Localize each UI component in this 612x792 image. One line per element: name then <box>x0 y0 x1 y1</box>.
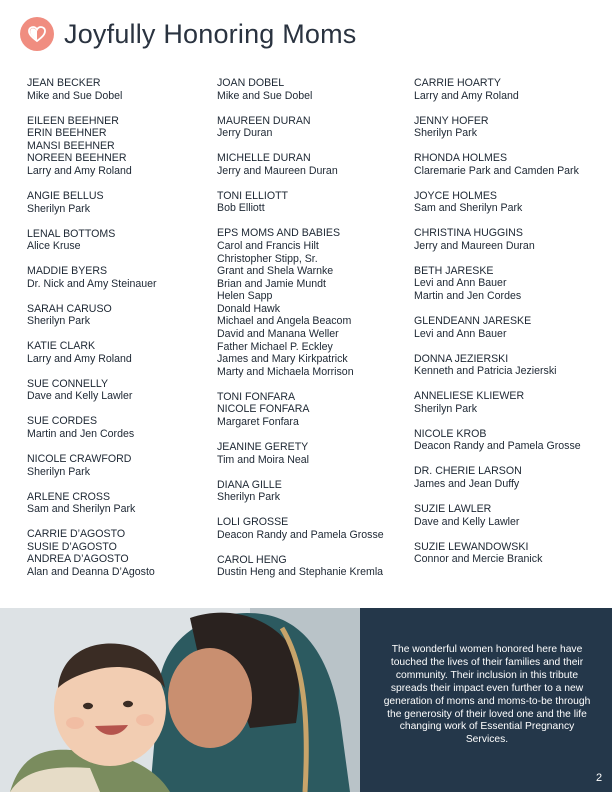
giver-name: Jerry and Maureen Duran <box>217 164 338 177</box>
honor-entry <box>414 265 604 303</box>
giver-name: Donald Hawk <box>217 302 281 315</box>
honoree-name: SUSIE D’AGOSTO <box>27 540 117 553</box>
giver-name: Mike and Sue Dobel <box>217 89 313 102</box>
honor-entry <box>27 453 207 478</box>
honoree-name: LENAL BOTTOMS <box>27 227 116 240</box>
honor-entry <box>217 190 407 215</box>
giver-name: James and Mary Kirkpatrick <box>217 353 348 366</box>
honoree-name: CARRIE D’AGOSTO <box>27 528 126 541</box>
honoree-name: MICHELLE DURAN <box>217 152 311 165</box>
giver-name: Tim and Moira Neal <box>217 453 310 466</box>
honoree-name: DR. CHERIE LARSON <box>414 465 522 478</box>
giver-name: Margaret Fonfara <box>217 416 299 429</box>
giver-name: Sam and Sherilyn Park <box>27 503 136 516</box>
honoree-name: ERIN BEEHNER <box>27 127 107 140</box>
giver-name: Alan and Deanna D’Agosto <box>27 565 155 578</box>
honor-entry <box>27 77 207 102</box>
honoree-name: ARLENE CROSS <box>27 490 111 503</box>
giver-name: Mike and Sue Dobel <box>27 89 123 102</box>
giver-name: Sherilyn Park <box>27 465 90 478</box>
honor-entry <box>27 528 207 578</box>
honoree-name: JOYCE HOLMES <box>414 189 498 202</box>
giver-name: David and Manana Weller <box>217 328 339 341</box>
honor-entry <box>414 541 604 566</box>
giver-name: Carol and Francis Hilt <box>217 239 319 252</box>
honor-entry <box>414 115 604 140</box>
honoree-name: TONI ELLIOTT <box>217 189 289 202</box>
giver-name: Deacon Randy and Pamela Grosse <box>414 440 581 453</box>
mother-baby-photo <box>0 608 360 792</box>
giver-name: Levi and Ann Bauer <box>414 327 507 340</box>
giver-name: Sherilyn Park <box>27 202 90 215</box>
honor-entry <box>27 190 207 215</box>
honor-entry <box>27 265 207 290</box>
giver-name: Sherilyn Park <box>414 402 477 415</box>
tribute-panel <box>360 608 612 792</box>
honor-entry <box>217 77 407 102</box>
honoree-name: CHRISTINA HUGGINS <box>414 227 523 240</box>
honoree-name: GLENDEANN JARESKE <box>414 315 532 328</box>
giver-name: Christopher Stipp, Sr. <box>217 252 318 265</box>
giver-name: Martin and Jen Cordes <box>27 428 135 440</box>
giver-name: Dr. Nick and Amy Steinauer <box>27 277 157 290</box>
honoree-name: ANNELIESE KLIEWER <box>414 390 525 403</box>
honoree-name: DIANA GILLE <box>217 478 282 491</box>
honoree-name: ANGIE BELLUS <box>27 189 104 202</box>
giver-name: Dustin Heng and Stephanie Kremla <box>217 566 384 579</box>
giver-name: Deacon Randy and Pamela Grosse <box>217 528 384 541</box>
giver-name: Kenneth and Patricia Jezierski <box>414 365 557 378</box>
honoree-name: RHONDA HOLMES <box>414 152 508 165</box>
heart-logo <box>20 17 54 51</box>
honoree-name: MANSI BEEHNER <box>27 139 115 152</box>
honoree-name: NICOLE KROB <box>414 427 487 440</box>
honor-entry <box>217 554 407 579</box>
giver-name: Sherilyn Park <box>414 127 477 140</box>
giver-name: Martin and Jen Cordes <box>414 290 522 303</box>
honor-entry <box>217 516 407 541</box>
honor-entry <box>217 115 407 140</box>
honor-entry <box>27 415 207 440</box>
honoree-column-3 <box>414 77 604 578</box>
honoree-name: CARRIE HOARTY <box>414 77 501 89</box>
honoree-name: BETH JARESKE <box>414 264 494 277</box>
page-title: Joyfully Honoring Moms <box>64 18 357 49</box>
honor-entry <box>414 353 604 378</box>
honoree-name: MADDIE BYERS <box>27 265 108 278</box>
giver-name: Larry and Amy Roland <box>414 89 519 102</box>
honor-entry <box>217 479 407 504</box>
honoree-name: JOAN DOBEL <box>217 77 285 89</box>
giver-name: Alice Kruse <box>27 240 81 253</box>
honoree-name: CAROL HENG <box>217 553 287 566</box>
honor-entry <box>414 503 604 528</box>
page-number: 2 <box>596 772 603 784</box>
giver-name: Bob Elliott <box>217 202 265 215</box>
page-header <box>20 17 357 51</box>
honoree-name: SUE CONNELLY <box>27 377 109 390</box>
honoree-name: ANDREA D’AGOSTO <box>27 553 129 566</box>
giver-name: Sherilyn Park <box>217 491 280 504</box>
honor-entry <box>414 465 604 490</box>
honor-entry <box>414 152 604 177</box>
honor-entry <box>27 491 207 516</box>
honor-entry <box>414 390 604 415</box>
giver-name: James and Jean Duffy <box>414 477 520 490</box>
giver-name: Michael and Angela Beacom <box>217 315 352 328</box>
honor-entry <box>217 152 407 177</box>
honor-entry <box>414 190 604 215</box>
giver-name: Jerry Duran <box>217 127 273 140</box>
honoree-name: EPS MOMS AND BABIES <box>217 227 341 240</box>
heart-icon <box>27 24 47 44</box>
honoree-name: LOLI GROSSE <box>217 516 289 529</box>
honor-entry <box>27 228 207 253</box>
honoree-name: JENNY HOFER <box>414 114 489 127</box>
giver-name: Marty and Michaela Morrison <box>217 365 354 378</box>
honor-entry <box>27 303 207 328</box>
giver-name: Grant and Shela Warnke <box>217 265 334 278</box>
honor-entry <box>217 441 407 466</box>
giver-name: Sam and Sherilyn Park <box>414 202 523 215</box>
honor-entry <box>414 77 604 102</box>
giver-name: Father Michael P. Eckley <box>217 340 333 353</box>
giver-name: Dave and Kelly Lawler <box>414 515 520 528</box>
honor-entry <box>27 340 207 365</box>
honor-entry <box>414 315 604 340</box>
honoree-name: EILEEN BEEHNER <box>27 114 119 127</box>
honoree-name: NICOLE FONFARA <box>217 403 310 416</box>
honoree-name: MAUREEN DURAN <box>217 114 311 127</box>
honor-entry <box>414 428 604 453</box>
giver-name: Dave and Kelly Lawler <box>27 390 133 403</box>
honoree-name: SARAH CARUSO <box>27 302 112 315</box>
honoree-name: JEANINE GERETY <box>217 441 309 453</box>
honoree-name: DONNA JEZIERSKI <box>414 352 509 365</box>
giver-name: Jerry and Maureen Duran <box>414 239 535 252</box>
honoree-column-1 <box>27 77 207 591</box>
honoree-name: SUZIE LAWLER <box>414 502 492 515</box>
honoree-name: NOREEN BEEHNER <box>27 152 127 165</box>
giver-name: Larry and Amy Roland <box>27 164 132 177</box>
honoree-name: NICOLE CRAWFORD <box>27 452 132 465</box>
giver-name: Claremarie Park and Camden Park <box>414 164 579 177</box>
giver-name: Brian and Jamie Mundt <box>217 277 326 290</box>
honoree-name: SUE CORDES <box>27 415 98 428</box>
honor-entry <box>414 227 604 252</box>
giver-name: Levi and Ann Bauer <box>414 277 507 290</box>
honoree-name: KATIE CLARK <box>27 340 96 353</box>
giver-name: Helen Sapp <box>217 290 273 303</box>
honoree-name: TONI FONFARA <box>217 390 296 403</box>
mother-baby-illustration <box>0 608 360 792</box>
giver-name: Larry and Amy Roland <box>27 352 132 365</box>
honor-entry <box>27 115 207 178</box>
honoree-column-2 <box>217 77 407 591</box>
giver-name: Sherilyn Park <box>27 315 90 328</box>
tribute-text: The wonderful women honored here have touched the lives of their families and their community. Their inclusion in this tribute spreads their impact even further to a new generation of moms and moms-to-be through the generosity of their loved one and the life changing work of Essential Pregnancy Services. <box>383 644 591 746</box>
honoree-name: SUZIE LEWANDOWSKI <box>414 540 529 553</box>
honor-entry <box>217 391 407 429</box>
giver-name: Connor and Mercie Branick <box>414 553 543 566</box>
honor-entry <box>27 378 207 403</box>
honoree-name: JEAN BECKER <box>27 77 101 89</box>
honor-entry <box>217 227 407 378</box>
